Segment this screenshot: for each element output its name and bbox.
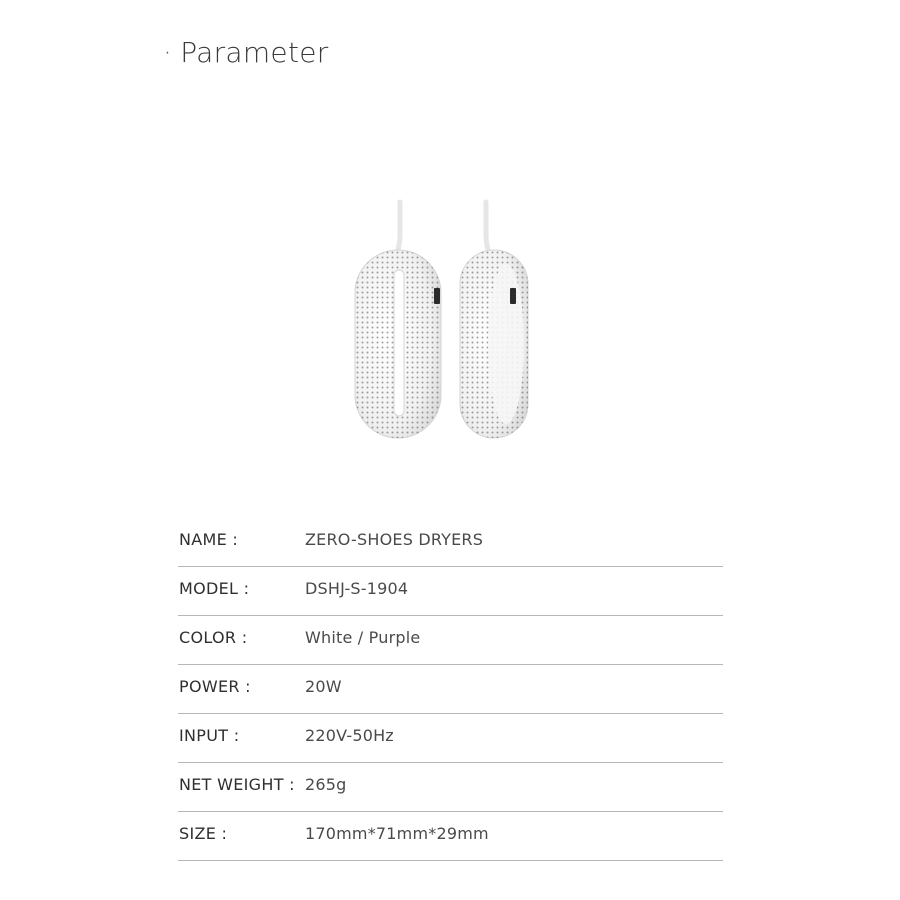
- spec-table: [178, 518, 723, 861]
- spec-row-name: [178, 518, 723, 567]
- spec-value: 20W: [305, 677, 342, 696]
- spec-row-size: [178, 812, 723, 861]
- spec-label: NET WEIGHT :: [179, 775, 295, 794]
- page-title: [163, 36, 329, 69]
- spec-value: 265g: [305, 775, 347, 794]
- title-bullet: ·: [163, 36, 173, 69]
- spec-row-color: [178, 616, 723, 665]
- spec-value: DSHJ-S-1904: [305, 579, 409, 598]
- spec-label: POWER :: [179, 677, 251, 696]
- title-text: Parameter: [180, 36, 329, 69]
- shoe-dryer-pair-icon: [350, 190, 550, 450]
- spec-row-net-weight: [178, 763, 723, 812]
- spec-value: White / Purple: [305, 628, 421, 647]
- spec-value: 170mm*71mm*29mm: [305, 824, 489, 843]
- spec-label: NAME :: [179, 530, 239, 549]
- product-image: [350, 190, 550, 450]
- spec-row-power: [178, 665, 723, 714]
- spec-value: ZERO-SHOES DRYERS: [305, 530, 484, 549]
- spec-label: COLOR :: [179, 628, 248, 647]
- spec-row-input: [178, 714, 723, 763]
- spec-label: MODEL :: [179, 579, 250, 598]
- spec-label: INPUT :: [179, 726, 240, 745]
- spec-value: 220V-50Hz: [305, 726, 394, 745]
- spec-row-model: [178, 567, 723, 616]
- spec-label: SIZE :: [179, 824, 228, 843]
